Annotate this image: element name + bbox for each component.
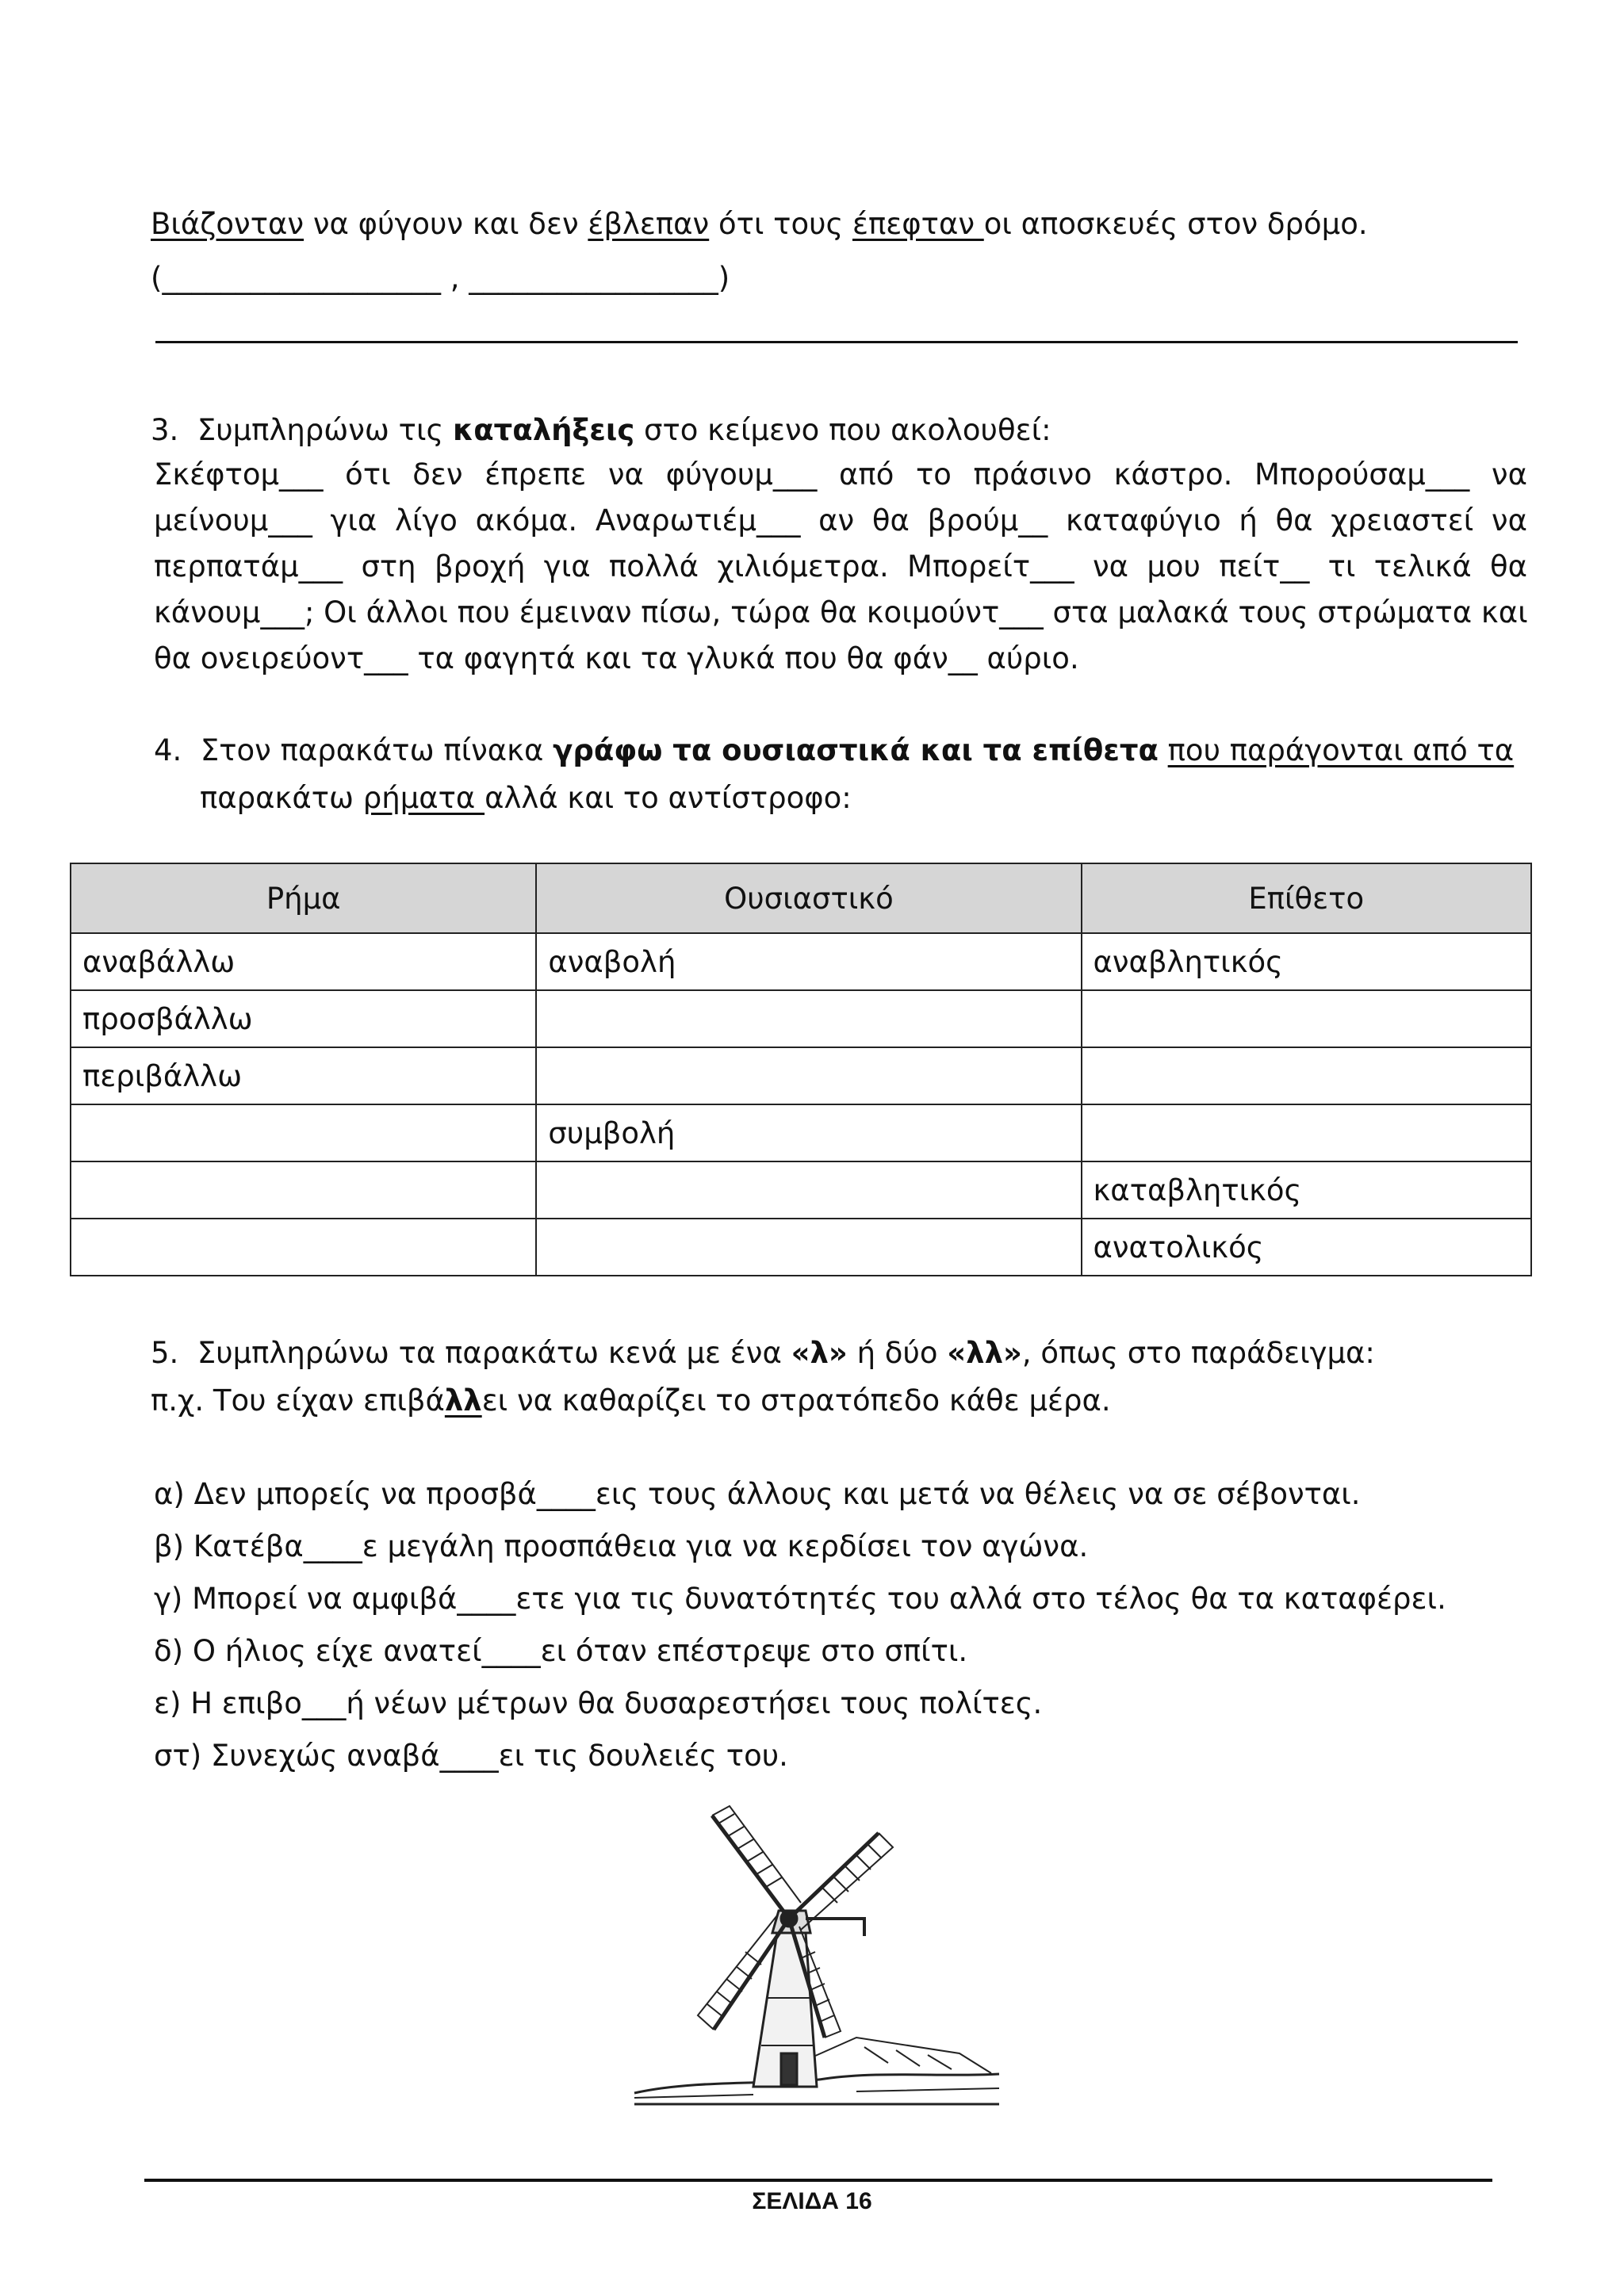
ex5-example-pre: π.χ. Του είχαν επιβά	[151, 1383, 445, 1418]
exercise-5-item-c[interactable]: γ) Μπορεί να αμφιβά____ετε για τις δυνατότητές του αλλά στο τέλος θα τα καταφέρει.	[154, 1582, 1446, 1616]
underlined-verb-1: Βιάζονταν	[151, 207, 304, 241]
exercise-3-number: 3.	[151, 413, 179, 447]
ex5-instr-pre: Συμπληρώνω τα παρακάτω κενά με ένα	[197, 1336, 791, 1370]
exercise-3-line-4[interactable]: κάνουμ___; Οι άλλοι που έμειναν πίσω, τώρα θα κοιμούντ___ στα μαλακά τους στρώματα και	[154, 595, 1528, 629]
windmill-illustration-icon	[626, 1800, 1007, 2109]
underlined-verb-2: έβλεπαν	[588, 207, 710, 241]
ex5-example-post: ει να καθαρίζει το στρατόπεδο κάθε μέρα.	[481, 1383, 1111, 1418]
ex4-instr-pre: Στον παρακάτω πίνακα	[200, 733, 553, 767]
ex3-instr-bold: καταλήξεις	[452, 413, 635, 447]
exercise-5-number: 5.	[151, 1336, 179, 1370]
table-cell: περιβάλλω	[71, 1047, 536, 1104]
table-cell: αναβάλλω	[71, 933, 536, 990]
word-forms-table	[70, 863, 1532, 1276]
table-row	[71, 990, 1531, 1047]
exercise-5-item-d[interactable]: δ) Ο ήλιος είχε ανατεί____ει όταν επέστρεψε στο σπίτι.	[154, 1634, 968, 1668]
table-cell: προσβάλλω	[71, 990, 536, 1047]
table-row	[71, 1047, 1531, 1104]
sentence-text-3: οι αποσκευές στον δρόμο.	[983, 207, 1368, 241]
ex4-instr-bold: γράφω τα ουσιαστικά και τα επίθετα	[553, 733, 1159, 767]
top-sentence	[151, 205, 1368, 244]
exercise-3-line-3[interactable]: περπατάμ___ στη βροχή για πολλά χιλιόμετρα. Μπορείτ___ να μου πείτ__ τι τελικά θα	[154, 549, 1527, 584]
table-cell-empty[interactable]	[71, 1161, 536, 1219]
table-cell-empty[interactable]	[71, 1219, 536, 1276]
ex5-instr-mid: ή δύο	[847, 1336, 948, 1370]
table-cell-empty[interactable]	[536, 1047, 1081, 1104]
comma: ,	[440, 261, 469, 295]
table-header-row	[71, 863, 1531, 933]
table-cell-empty[interactable]	[71, 1104, 536, 1161]
table-cell: ανατολικός	[1082, 1219, 1532, 1276]
answer-blank-1[interactable]: ___________________	[162, 261, 441, 295]
ex4-line2-post: αλλά και το αντίστροφο:	[485, 781, 852, 815]
table-row	[71, 933, 1531, 990]
table-cell: καταβλητικός	[1082, 1161, 1532, 1219]
table-cell: αναβολή	[536, 933, 1081, 990]
underlined-verb-3: έπεφταν	[852, 207, 984, 241]
ex3-instr-post: στο κείμενο που ακολουθεί:	[634, 413, 1051, 447]
table-cell-empty[interactable]	[536, 990, 1081, 1047]
exercise-5-example	[151, 1381, 1111, 1421]
exercise-3-instruction	[151, 411, 1051, 450]
exercise-4-instruction	[154, 731, 1527, 771]
header-noun: Ουσιαστικό	[536, 863, 1081, 933]
answer-blank-2[interactable]: _________________	[469, 261, 718, 295]
paren-close: )	[718, 261, 730, 295]
exercise-3-line-5[interactable]: θα ονειρεύοντ___ τα φαγητά και τα γλυκά που θα φάν__ αύριο.	[154, 641, 1079, 675]
footer-divider	[144, 2179, 1492, 2182]
exercise-4-number: 4.	[154, 733, 182, 767]
table-row	[71, 1219, 1531, 1276]
exercise-5-item-e[interactable]: ε) Η επιβο___ή νέων μέτρων θα δυσαρεστήσει τους πολίτες.	[154, 1686, 1043, 1720]
exercise-4-instruction-line-2	[200, 779, 852, 818]
exercise-5-item-a[interactable]: α) Δεν μπορείς να προσβά____εις τους άλλους και μετά να θέλεις να σε σέβονται.	[154, 1477, 1361, 1511]
header-adjective: Επίθετο	[1082, 863, 1532, 933]
table-cell-empty[interactable]	[1082, 1104, 1532, 1161]
table-row	[71, 1104, 1531, 1161]
table-cell: συμβολή	[536, 1104, 1081, 1161]
table-cell-empty[interactable]	[536, 1161, 1081, 1219]
table-cell-empty[interactable]	[536, 1219, 1081, 1276]
answer-blanks	[151, 258, 730, 298]
ex4-instr-space	[1159, 733, 1168, 767]
sentence-text-1: να φύγουν και δεν	[304, 207, 588, 241]
exercise-3-line-2[interactable]: μείνουμ___ για λίγο ακόμα. Αναρωτιέμ___ αν θα βρούμ__ καταφύγιο ή θα χρειαστεί να	[154, 503, 1527, 538]
table-cell-empty[interactable]	[1082, 990, 1532, 1047]
ex5-instr-l1: «λ»	[791, 1336, 848, 1370]
header-verb: Ρήμα	[71, 863, 536, 933]
table-cell: αναβλητικός	[1082, 933, 1532, 990]
ex5-example-bold: λλ	[444, 1383, 482, 1418]
ex4-instr-underlined: που παράγονται από τα	[1167, 733, 1515, 767]
table-row	[71, 1161, 1531, 1219]
exercise-5-item-st[interactable]: στ) Συνεχώς αναβά____ει τις δουλειές του.	[154, 1739, 788, 1773]
ex3-instr-pre: Συμπληρώνω τις	[197, 413, 453, 447]
exercise-5-item-b[interactable]: β) Κατέβα____ε μεγάλη προσπάθεια για να κερδίσει τον αγώνα.	[154, 1529, 1089, 1563]
ex5-instr-post: , όπως στο παράδειγμα:	[1021, 1336, 1375, 1370]
sentence-text-2: ότι τους	[709, 207, 852, 241]
ex4-line2-pre: παρακάτω	[200, 781, 363, 815]
ex5-instr-l2: «λλ»	[947, 1336, 1022, 1370]
exercise-3-line-1[interactable]: Σκέφτομ___ ότι δεν έπρεπε να φύγουμ___ από το πράσινο κάστρο. Μπορούσαμ___ να	[154, 457, 1527, 492]
table-cell-empty[interactable]	[1082, 1047, 1532, 1104]
exercise-5-instruction	[151, 1334, 1375, 1373]
page-number: ΣΕΛΙΔΑ 16	[752, 2188, 872, 2214]
ex4-line2-underlined: ρήματα	[362, 781, 485, 815]
answer-line[interactable]	[155, 341, 1518, 343]
paren-open: (	[151, 261, 163, 295]
